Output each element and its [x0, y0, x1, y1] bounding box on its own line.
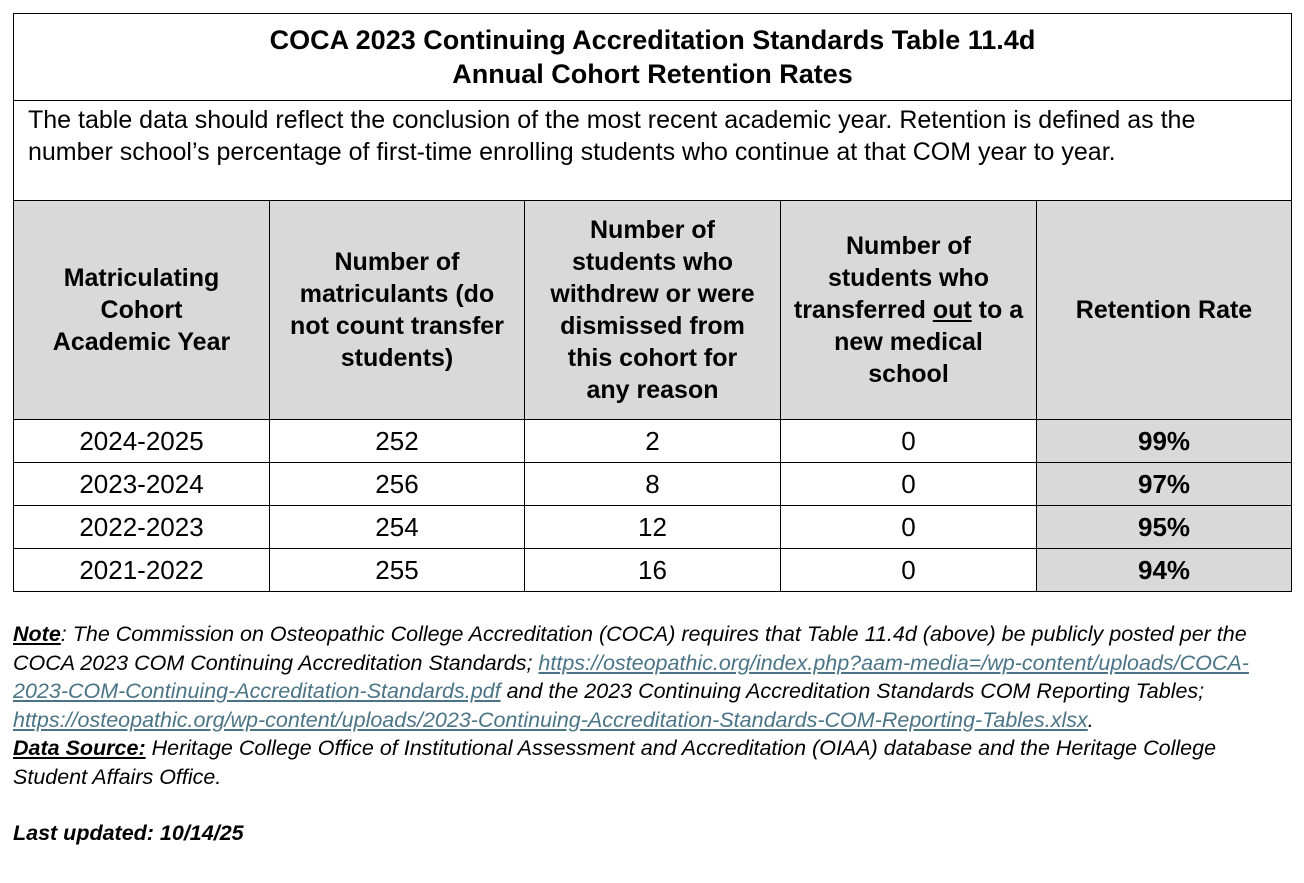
reporting-tables-link[interactable]: https://osteopathic.org/wp-content/uploads/2023-Continuing-Accreditation-Standards-COM-Reporting-Tables.xlsx: [13, 707, 1088, 732]
cell-year: 2022-2023: [14, 506, 270, 549]
cell-transferred: 0: [781, 463, 1037, 506]
header-matriculants: Number of matriculants (do not count transfer students): [270, 201, 525, 420]
cell-retention-rate: 99%: [1037, 420, 1292, 463]
cell-retention-rate: 95%: [1037, 506, 1292, 549]
cell-withdrew: 12: [525, 506, 781, 549]
table-title: [14, 14, 1292, 101]
table-title-line2: Annual Cohort Retention Rates: [452, 59, 853, 89]
cell-withdrew: 16: [525, 549, 781, 592]
cell-year: 2024-2025: [14, 420, 270, 463]
table-title-line1: COCA 2023 Continuing Accreditation Standards Table 11.4d: [269, 25, 1036, 55]
cell-year: 2021-2022: [14, 549, 270, 592]
table-intro: The table data should reflect the conclusion of the most recent academic year. Retention is defined as the number school’s percentage of first-time enrolling students who continue at that COM year to year.: [14, 101, 1292, 201]
document: [13, 13, 1291, 592]
retention-table: [13, 13, 1292, 592]
source-paragraph: [13, 734, 1293, 791]
note-text-2: and the 2023 Continuing Accreditation Standards COM Reporting Tables;: [500, 679, 1205, 703]
table-row: [14, 506, 1292, 549]
note-label: Note: [13, 622, 61, 646]
header-withdrew: Number of students who withdrew or were dismissed from this cohort for any reason: [525, 201, 781, 420]
table-row: [14, 549, 1292, 592]
note-paragraph: Note: The Commission on Osteopathic College Accreditation (COCA) requires that Table 11.4d (above) be publicly posted per the COCA 2023 COM Continuing Accreditation Standards; https://osteopathic.org/index.php?aam-media=/wp-content/uploads/COCA-2023-COM-Continuing-Accreditation-Standards.pdf and the 2023 Continuing Accreditation Standards COM Reporting Tables; https://osteopathic.org/wp-content/uploads/2023-Continuing-Accreditation-Standards-COM-Reporting-Tables.xlsx.: [13, 622, 1249, 732]
cell-year: 2023-2024: [14, 463, 270, 506]
source-text: Heritage College Office of Institutional Assessment and Accreditation (OIAA) database and the Heritage College Student Affairs Office.: [13, 736, 1217, 789]
cell-transferred: 0: [781, 506, 1037, 549]
header-cohort-year: Matriculating Cohort Academic Year: [14, 201, 270, 420]
cell-matriculants: 254: [270, 506, 525, 549]
cell-matriculants: 256: [270, 463, 525, 506]
header-transferred: Number of students who transferred out to a new medical school: [781, 201, 1037, 420]
note-text-1: The Commission on Osteopathic College Accreditation (COCA) requires that Table 11.4d (above) be publicly posted per the COCA 2023 COM Continuing Accreditation Standards;: [13, 622, 1247, 675]
cell-transferred: 0: [781, 549, 1037, 592]
table-row: [14, 463, 1292, 506]
cell-retention-rate: 94%: [1037, 549, 1292, 592]
header-retention-rate: Retention Rate: [1037, 201, 1292, 420]
coca-standards-link[interactable]: https://osteopathic.org/index.php?aam-media=/wp-content/uploads/COCA-2023-COM-Continuing-Accreditation-Standards.pdf: [13, 650, 1249, 703]
notes-section: [13, 620, 1293, 848]
cell-retention-rate: 97%: [1037, 463, 1292, 506]
last-updated: Last updated: 10/14/25: [13, 821, 244, 845]
cell-withdrew: 8: [525, 463, 781, 506]
cell-transferred: 0: [781, 420, 1037, 463]
cell-matriculants: 252: [270, 420, 525, 463]
cell-matriculants: 255: [270, 549, 525, 592]
table-row: [14, 420, 1292, 463]
cell-withdrew: 2: [525, 420, 781, 463]
source-label: Data Source:: [13, 736, 146, 760]
